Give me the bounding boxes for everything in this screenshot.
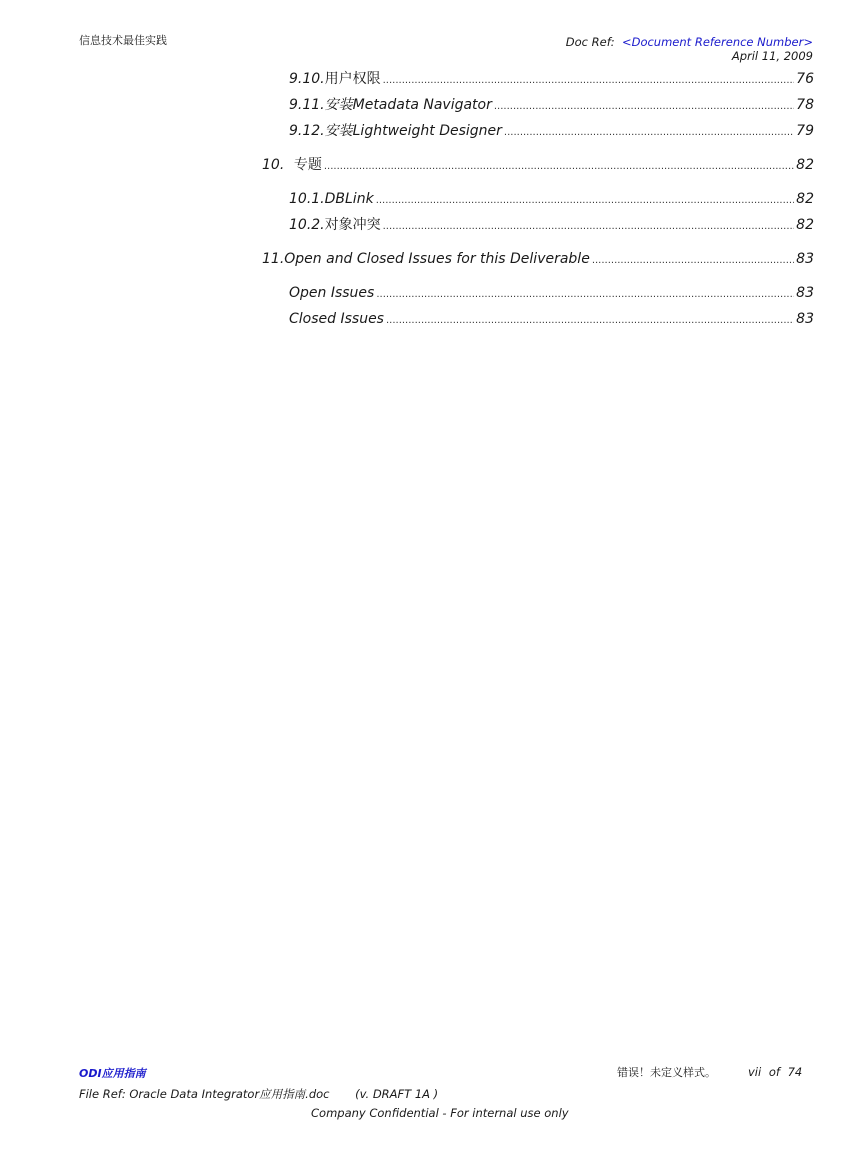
- header-date: April 11, 2009: [731, 49, 813, 63]
- toc-entry-number: 10.: [262, 157, 285, 173]
- toc-entry[interactable]: [262, 212, 814, 238]
- toc-entry-page: 83: [796, 251, 814, 267]
- toc-entry-title: Open Issues: [289, 285, 375, 301]
- toc-entry-number: 10.2.: [289, 217, 325, 233]
- toc-entry-page: 82: [796, 191, 814, 207]
- doc-ref-label: Doc Ref:: [565, 35, 615, 49]
- toc-leader-dots: [504, 120, 794, 146]
- toc-entry-page: 82: [796, 157, 814, 173]
- version-text: (v. DRAFT 1A ): [355, 1087, 439, 1101]
- doc-ref-line: [566, 35, 813, 49]
- toc-entry-page: 83: [796, 285, 814, 301]
- toc-leader-dots: [376, 188, 794, 214]
- toc-leader-dots: [494, 94, 794, 120]
- toc-entry[interactable]: [262, 92, 814, 118]
- toc-entry-number: 9.10.: [289, 71, 325, 87]
- footer-file-ref: [79, 1086, 438, 1102]
- footer-confidential: Company Confidential - For internal use only: [311, 1106, 569, 1120]
- footer-error-text: 错误！未定义样式。: [617, 1066, 716, 1079]
- toc-entry-title: Closed Issues: [289, 311, 384, 327]
- toc-leader-dots: [383, 68, 795, 94]
- toc-entry-page: 83: [796, 311, 814, 327]
- toc-entry-number: 10.1.: [289, 191, 325, 207]
- header-left-text: 信息技术最佳实践: [79, 34, 167, 47]
- footer-page-number: vii of 74: [748, 1065, 803, 1079]
- toc-entry-page: 76: [796, 71, 814, 87]
- toc-entry[interactable]: [262, 152, 814, 178]
- table-of-contents: [262, 66, 814, 332]
- toc-entry-title: 安装Metadata Navigator: [324, 97, 492, 113]
- toc-entry[interactable]: [262, 306, 814, 332]
- toc-entry-number: 9.11.: [289, 97, 325, 113]
- toc-entry-title: 用户权限: [324, 71, 381, 87]
- toc-leader-dots: [324, 154, 794, 180]
- toc-entry-title: DBLink: [324, 191, 374, 207]
- file-ref-text: File Ref: Oracle Data Integrator应用指南.doc: [79, 1087, 330, 1101]
- toc-entry[interactable]: [262, 280, 814, 306]
- toc-leader-dots: [376, 282, 794, 308]
- toc-entry-page: 79: [796, 123, 814, 139]
- toc-entry-title: Open and Closed Issues for this Deliverable: [284, 251, 590, 267]
- toc-entry[interactable]: [262, 246, 814, 272]
- toc-entry-number: 9.12.: [289, 123, 325, 139]
- doc-ref-value: <Document Reference Number>: [621, 35, 813, 49]
- toc-entry[interactable]: [262, 66, 814, 92]
- toc-entry-title: 安装Lightweight Designer: [324, 123, 502, 139]
- header-doc-info: [566, 35, 813, 63]
- toc-entry-page: 82: [796, 217, 814, 233]
- footer-doc-title: ODI应用指南: [79, 1067, 146, 1080]
- toc-entry[interactable]: [262, 118, 814, 144]
- toc-leader-dots: [383, 214, 795, 240]
- toc-leader-dots: [592, 248, 794, 274]
- toc-leader-dots: [386, 308, 794, 334]
- toc-entry-number: 11.: [262, 251, 285, 267]
- toc-entry[interactable]: [262, 186, 814, 212]
- toc-entry-title: 专题: [293, 157, 322, 173]
- toc-entry-title: 对象冲突: [324, 217, 381, 233]
- toc-entry-page: 78: [796, 97, 814, 113]
